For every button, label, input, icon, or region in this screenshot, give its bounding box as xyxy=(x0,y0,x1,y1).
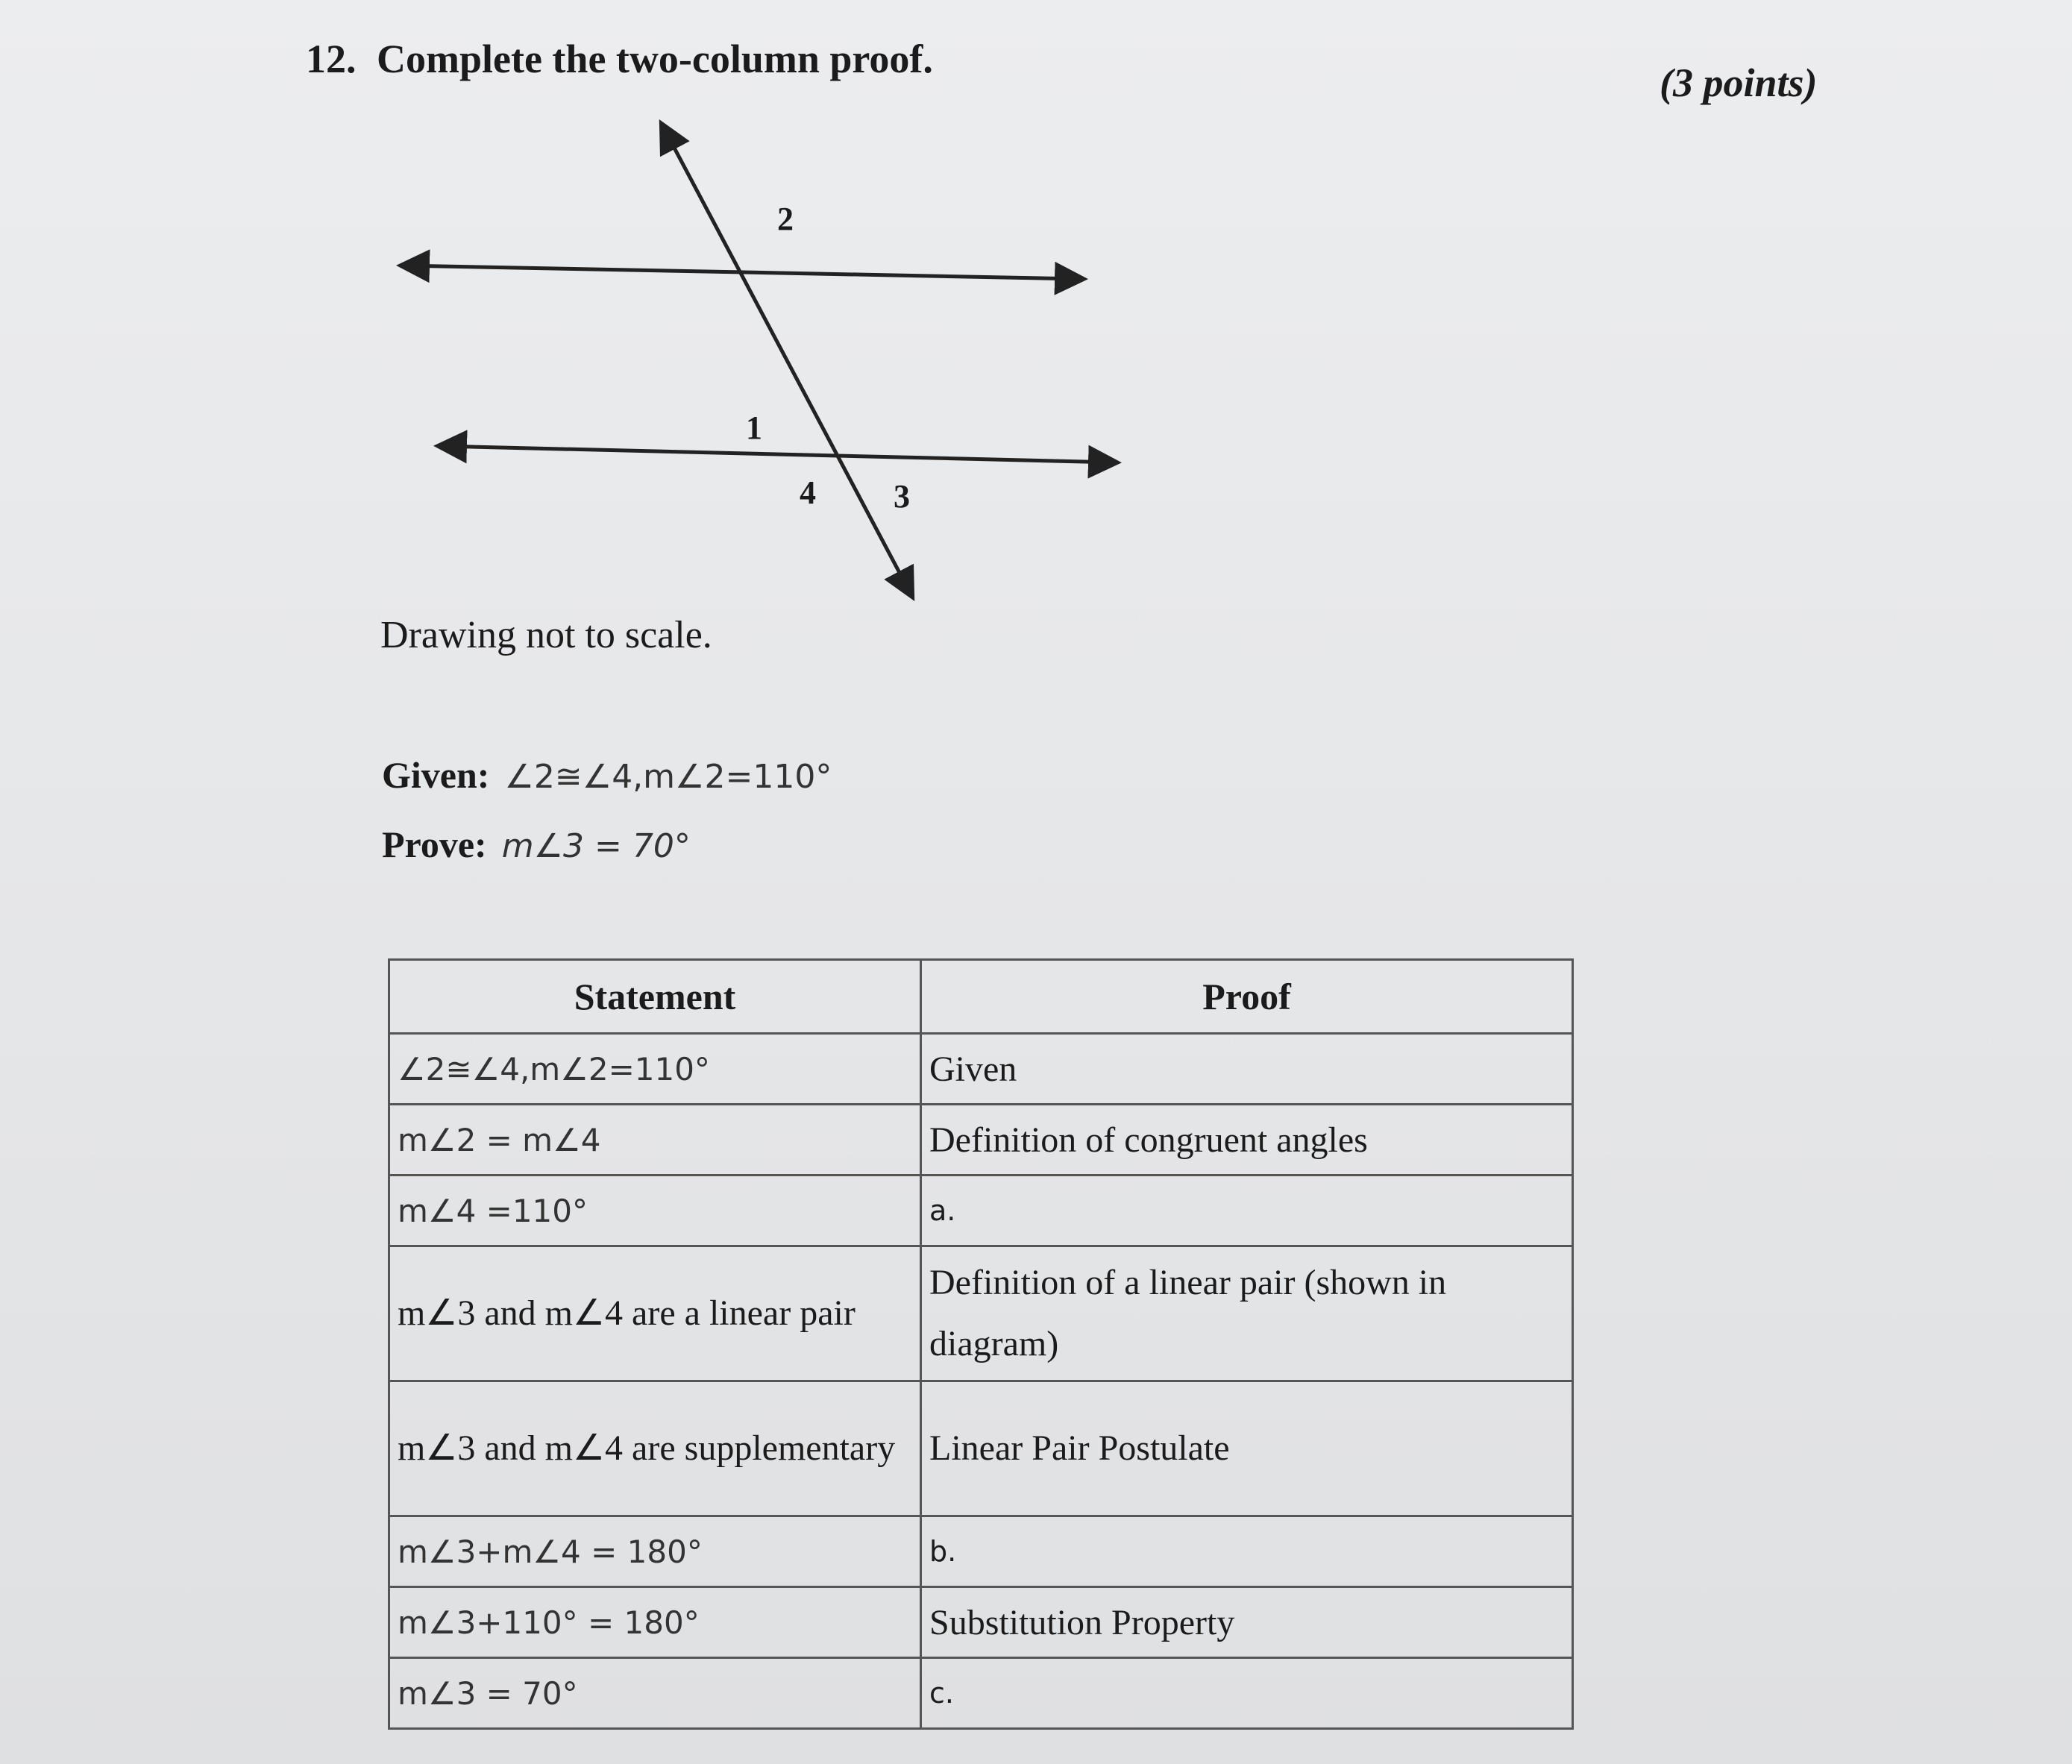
question-text: Complete the two-column proof. xyxy=(377,37,933,81)
angle-label-2: 2 xyxy=(777,201,794,237)
blank-answer-c: c. xyxy=(921,1658,1573,1729)
proof-cell: Linear Pair Postulate xyxy=(921,1381,1573,1516)
angle-label-1: 1 xyxy=(746,409,762,446)
given-label: Given: xyxy=(382,754,490,796)
table-row xyxy=(389,1516,1573,1587)
prove-line xyxy=(382,823,691,866)
statement-cell: m∠3 = 70° xyxy=(389,1658,921,1729)
prove-label: Prove: xyxy=(382,823,487,865)
statement-cell: m∠3 and m∠4 are a linear pair xyxy=(389,1246,921,1381)
transversal-line xyxy=(662,125,911,595)
table-row xyxy=(389,1105,1573,1176)
header-statement: Statement xyxy=(389,960,921,1034)
transversal-diagram xyxy=(0,0,2072,671)
table-row xyxy=(389,1034,1573,1105)
given-value: ∠2≅∠4,m∠2=110° xyxy=(504,758,832,796)
statement-cell: ∠2≅∠4,m∠2=110° xyxy=(389,1034,921,1105)
statement-cell: m∠3 and m∠4 are supplementary xyxy=(389,1381,921,1516)
proof-cell: Given xyxy=(921,1034,1573,1105)
statement-cell: m∠4 =110° xyxy=(389,1176,921,1246)
statement-cell: m∠3+m∠4 = 180° xyxy=(389,1516,921,1587)
angle-label-4: 4 xyxy=(800,474,816,511)
table-row xyxy=(389,1587,1573,1658)
lower-parallel-line xyxy=(440,446,1115,462)
statement-cell: m∠2 = m∠4 xyxy=(389,1105,921,1176)
table-header-row xyxy=(389,960,1573,1034)
prove-value: m∠3 = 70° xyxy=(501,827,691,865)
table-row xyxy=(389,1176,1573,1246)
angle-label-3: 3 xyxy=(894,478,910,515)
blank-answer-b: b. xyxy=(921,1516,1573,1587)
proof-cell: Definition of congruent angles xyxy=(921,1105,1573,1176)
given-line xyxy=(382,753,832,797)
statement-cell: m∠3+110° = 180° xyxy=(389,1587,921,1658)
proof-table xyxy=(388,958,1574,1730)
proof-cell: Substitution Property xyxy=(921,1587,1573,1658)
table-row xyxy=(389,1381,1573,1516)
diagram-note: Drawing not to scale. xyxy=(380,614,712,656)
question-points: (3 points) xyxy=(1660,60,1818,105)
header-proof: Proof xyxy=(921,960,1573,1034)
proof-cell: Definition of a linear pair (shown in diagram) xyxy=(921,1246,1573,1381)
table-row xyxy=(389,1246,1573,1381)
table-row xyxy=(389,1658,1573,1729)
question-number: 12. xyxy=(306,37,357,81)
blank-answer-a: a. xyxy=(921,1176,1573,1246)
